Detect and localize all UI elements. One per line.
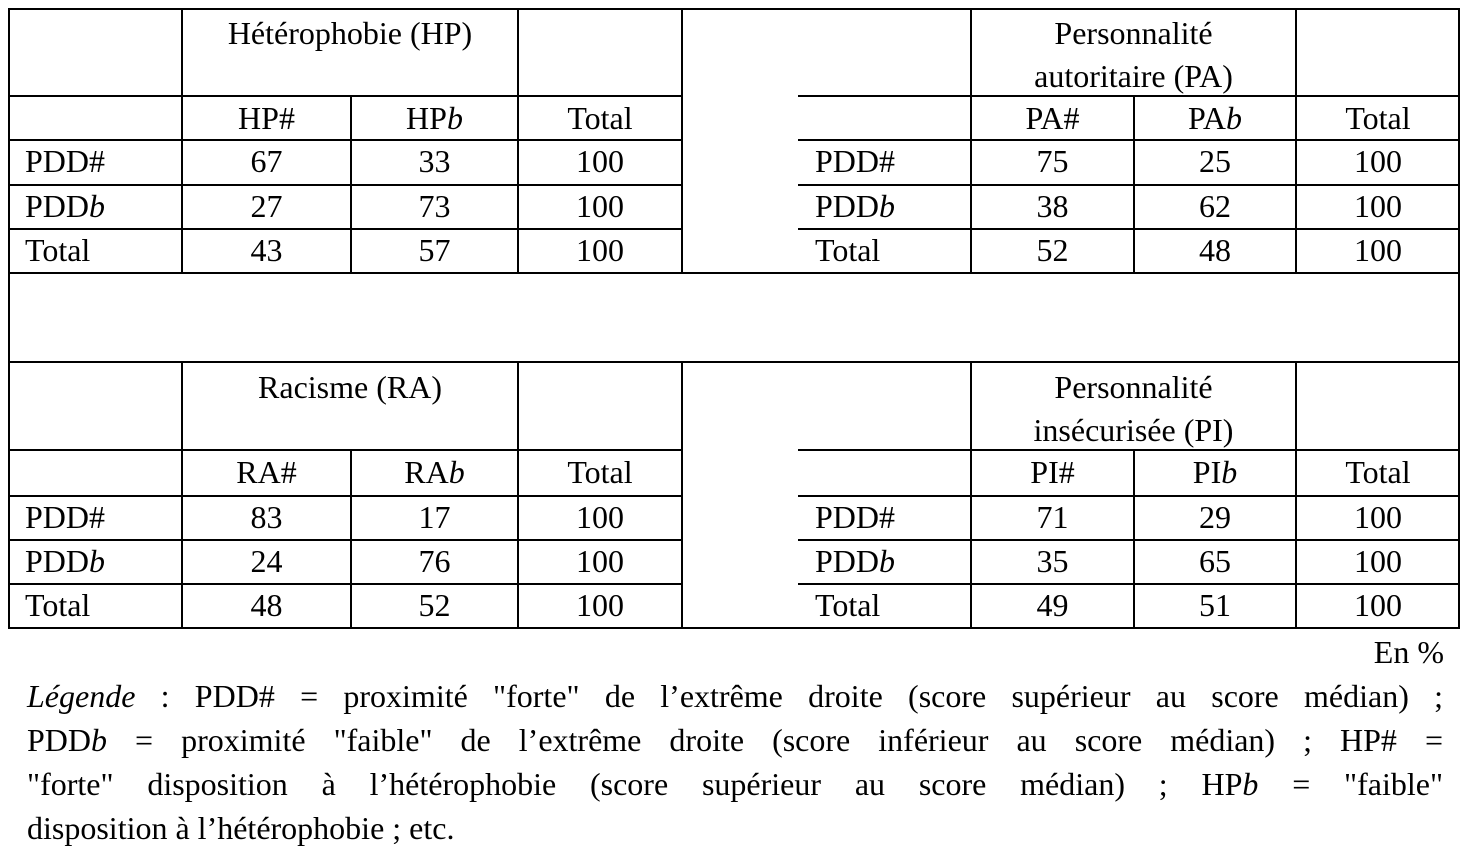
legend-line-1-text [135, 678, 1443, 714]
table-value: 100 [1354, 587, 1402, 623]
column-header [1134, 452, 1296, 498]
table-value: 100 [576, 143, 624, 179]
column-header-text: Total [1345, 454, 1411, 490]
table-value: 67 [250, 143, 283, 179]
table-title [182, 12, 518, 96]
table-value: 38 [1036, 188, 1069, 224]
table-value: 100 [1354, 499, 1402, 535]
row-label-suffix: # [879, 499, 896, 535]
table-value: 75 [1036, 143, 1069, 179]
table-title [971, 366, 1296, 450]
table-value: 51 [1199, 587, 1231, 623]
table-value: 27 [250, 188, 283, 224]
table-value: 100 [576, 188, 624, 224]
column-header-suffix: b [448, 454, 465, 490]
table-value: 35 [1036, 543, 1069, 579]
column-header-text: PA [1188, 100, 1226, 136]
table-value: 100 [576, 587, 624, 623]
table-value: 100 [576, 499, 624, 535]
table-title [971, 12, 1296, 96]
row-label [8, 141, 182, 186]
column-header [1134, 98, 1296, 142]
table-value: 100 [1354, 188, 1402, 224]
column-header [351, 452, 518, 498]
column-header-suffix: # [278, 100, 295, 136]
row-label [8, 585, 182, 630]
table-value: 100 [1354, 232, 1402, 268]
table-value: 73 [418, 188, 451, 224]
row-label-text: Total [25, 232, 91, 268]
row-label [798, 230, 971, 274]
table-title-line: Hétérophobie (HP) [227, 15, 473, 51]
row-label-suffix: b [879, 543, 896, 579]
table-value: 76 [418, 543, 451, 579]
legend-segment: : PDD# = proximité "forte" de l’extrême droite (score supérieur au score médian) ; [135, 678, 1443, 714]
row-label-text: PDD [25, 143, 90, 179]
column-header [1296, 98, 1460, 142]
column-header-text: PI [1030, 454, 1059, 490]
table-value: 71 [1036, 499, 1069, 535]
row-label-suffix: # [879, 143, 896, 179]
table-value: 48 [250, 587, 283, 623]
column-header-text: PI [1192, 454, 1222, 490]
row-label [798, 141, 971, 186]
row-label-text: Total [815, 232, 881, 268]
crosstab-grid [8, 8, 1460, 629]
table-title-line: Personnalité [1054, 369, 1213, 405]
table-title-line: insécurisée (PI) [1033, 412, 1234, 448]
legend-line-3 [27, 762, 1443, 806]
column-header [1296, 452, 1460, 498]
table-title-line: Personnalité [1054, 15, 1213, 51]
column-header-text: HP [406, 100, 447, 136]
column-header [518, 98, 682, 142]
legend-segment: "forte" disposition à l’hétérophobie (score supérieur au score médian) ; HP [27, 766, 1243, 802]
row-label-suffix: # [89, 143, 106, 179]
table-value: 100 [1354, 543, 1402, 579]
column-header-text: PA [1025, 100, 1064, 136]
column-header-suffix: b [1221, 454, 1238, 490]
table-title-line: Racisme (RA) [258, 369, 442, 405]
row-label-text: PDD [25, 543, 90, 579]
table-value: 62 [1199, 188, 1231, 224]
table-value: 49 [1036, 587, 1069, 623]
legend-line-4 [27, 806, 1443, 850]
row-label-text: PDD [815, 188, 880, 224]
table-value: 17 [418, 499, 451, 535]
table-value: 24 [250, 543, 283, 579]
table-title [182, 366, 518, 450]
row-label [798, 541, 971, 585]
row-label-text: PDD [25, 188, 90, 224]
legend-line-2 [27, 718, 1443, 762]
column-header-text: RA [404, 454, 449, 490]
row-label-suffix: b [879, 188, 896, 224]
table-value: 83 [250, 499, 283, 535]
column-header-suffix: # [280, 454, 297, 490]
column-header-text: Total [1345, 100, 1411, 136]
row-label [8, 541, 182, 585]
table-value: 25 [1199, 143, 1231, 179]
table-value: 52 [418, 587, 451, 623]
column-header-suffix: b [1225, 100, 1242, 136]
row-label [8, 230, 182, 274]
legend-line-1 [27, 674, 1443, 718]
column-header [971, 452, 1134, 498]
legend-label: Légende [27, 678, 136, 714]
column-header-text: Total [567, 100, 633, 136]
legend-segment: PDD [27, 722, 92, 758]
row-label-text: PDD [815, 499, 880, 535]
table-value: 100 [576, 232, 624, 268]
column-header [182, 452, 351, 498]
row-label [798, 497, 971, 541]
table-value: 43 [250, 232, 283, 268]
table-value: 48 [1199, 232, 1231, 268]
row-label-suffix: # [89, 499, 106, 535]
column-header [971, 98, 1134, 142]
table-value: 100 [1354, 143, 1402, 179]
row-label [8, 497, 182, 541]
row-label-text: PDD [25, 499, 90, 535]
row-label-suffix: b [89, 188, 106, 224]
row-label-suffix: b [89, 543, 106, 579]
table-value: 65 [1199, 543, 1231, 579]
column-header-suffix: b [446, 100, 463, 136]
row-label [8, 186, 182, 230]
table-value: 100 [576, 543, 624, 579]
column-header [182, 98, 351, 142]
unit-note: En % [1373, 634, 1444, 670]
legend-segment: b [91, 722, 108, 758]
legend-segment: = proximité "faible" de l’extrême droite (score inférieur au score médian) ; HP# = [107, 722, 1443, 758]
column-header-suffix: # [1058, 454, 1075, 490]
row-label-text: PDD [815, 143, 880, 179]
row-label-text: Total [815, 587, 881, 623]
legend-segment: = "faible" [1258, 766, 1444, 802]
column-header [351, 98, 518, 142]
table-value: 57 [418, 232, 451, 268]
row-label [798, 186, 971, 230]
table-value: 29 [1199, 499, 1231, 535]
column-header-suffix: # [1063, 100, 1080, 136]
row-label-text: PDD [815, 543, 880, 579]
table-value: 33 [418, 143, 451, 179]
legend [27, 674, 1443, 850]
column-header-text: Total [567, 454, 633, 490]
column-header-text: HP [238, 100, 279, 136]
table-value: 52 [1036, 232, 1069, 268]
legend-segment: disposition à l’hétérophobie ; etc. [27, 810, 455, 846]
table-title-line: autoritaire (PA) [1034, 58, 1233, 94]
column-header [518, 452, 682, 498]
row-label-text: Total [25, 587, 91, 623]
legend-segment: b [1242, 766, 1259, 802]
row-label [798, 585, 971, 630]
column-header-text: RA [236, 454, 281, 490]
